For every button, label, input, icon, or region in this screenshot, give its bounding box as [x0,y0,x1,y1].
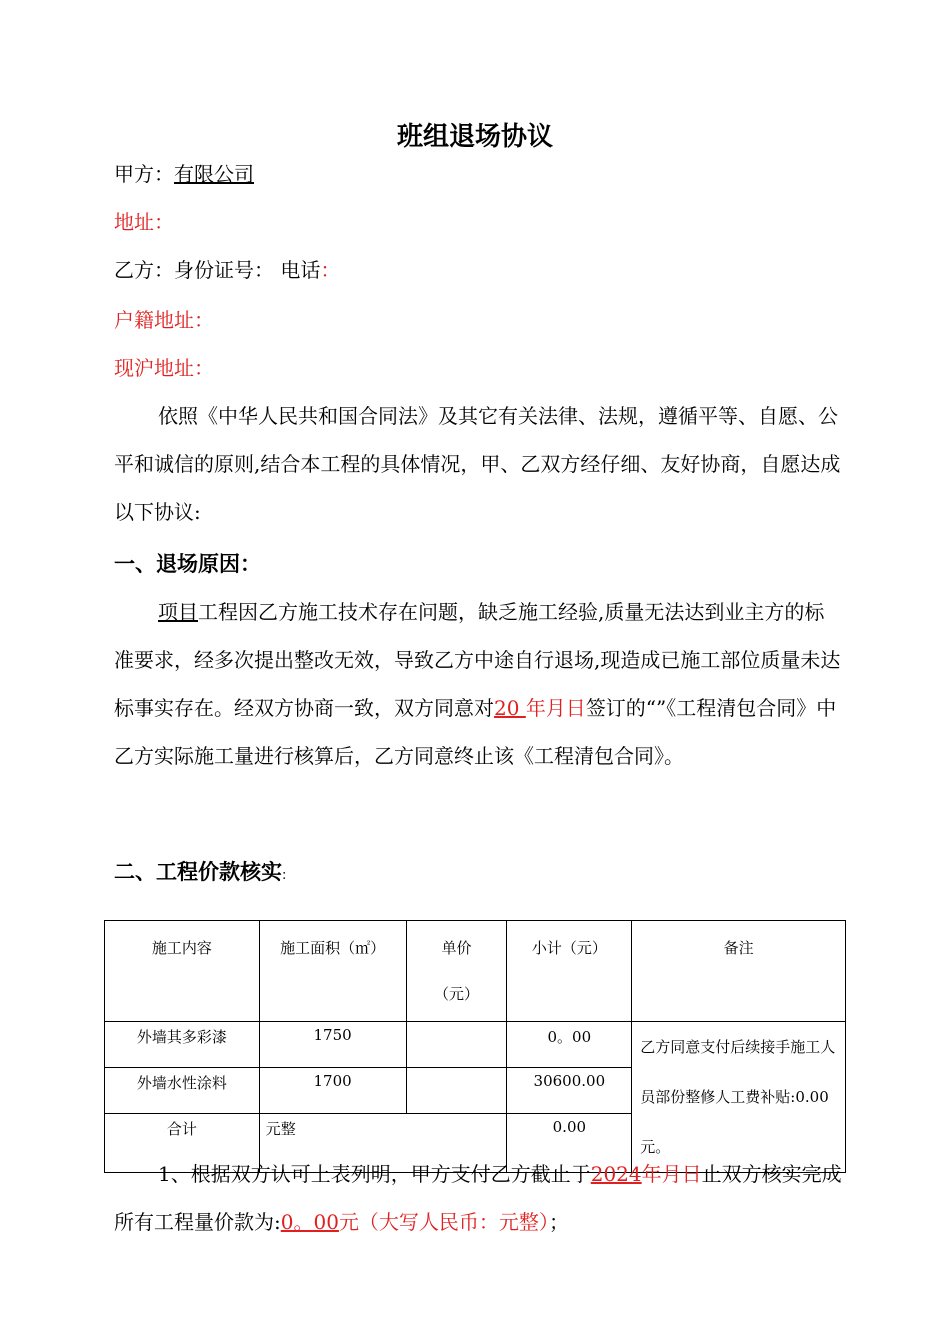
section2-heading-colon: : [282,868,287,883]
party-a-line [114,160,254,188]
address-line: 地址： [114,210,174,234]
header-unit-price: 单价 （元） [406,921,507,1022]
intro-paragraph [114,392,844,536]
table-row [105,1022,846,1068]
section1-heading: 一、退场原因： [114,552,261,576]
row1-subtotal: 0。00 [507,1022,632,1068]
price-table [104,920,846,1173]
header-subtotal: 小计（元） [507,921,632,1022]
section1-text-b: 签订的“”《工程清包合同》中乙方实际施工量进行核算后，乙方同意终止该《工程清包合同》。 [114,696,837,768]
clause1-text-a: 1、根据双方认可上表列明，甲方支付乙方截止于 [158,1162,591,1186]
total-subtotal: 0.00 [507,1114,632,1173]
section1-date-year: 20 [494,696,526,720]
remark-cell: 乙方同意支付后续接手施工人员部份整修人工费补贴:0.00元。 [632,1022,846,1173]
document-title: 班组退场协议 [396,122,553,152]
table-header-row [105,921,846,1022]
clause1-amount: 0。00 [280,1210,339,1234]
project-word: 项目 [158,600,198,624]
party-a-label: 甲方： [114,162,174,186]
row1-content: 外墙其多彩漆 [105,1022,260,1068]
party-b-colon: ： [320,258,341,282]
total-label: 合计 [105,1114,260,1173]
clause1-text-b: 止双方核实完成所有工程量价款为: [114,1162,842,1234]
row2-area: 1700 [259,1068,406,1114]
section2-heading-text: 二、工程价款核实 [114,860,282,884]
section1-text-a: 工程因乙方施工技术存在问题，缺乏施工经验,质量无法达到业主方的标准要求，经多次提出整改无效，导致乙方中途自行退场,现造成已施工部位质量未达标事实存在。经双方协商一致，双方同意对 [114,600,841,720]
intro-text: 依照《中华人民共和国合同法》及其它有关法律、法规，遵循平等、自愿、公平和诚信的原则,结合本工程的具体情况，甲、乙双方经仔细、友好协商，自愿达成以下协议: [114,404,841,524]
total-amount-words: 元整 [259,1114,507,1173]
header-content: 施工内容 [105,921,260,1022]
party-a-name: 有限公司 [174,162,254,186]
section1-date-rest: 年月日 [525,696,586,720]
party-b-line [114,256,340,284]
row1-area: 1750 [259,1022,406,1068]
party-b-text: 乙方：身份证号： 电话 [114,258,321,282]
hukou-address-line: 户籍地址： [114,308,214,332]
header-remark: 备注 [632,921,846,1022]
header-area: 施工面积（㎡） [259,921,406,1022]
clause1-amount-suffix: 元（大写人民币：元整） [338,1210,549,1234]
section1-text [114,588,844,780]
clause1-text [114,1150,844,1246]
row1-unit-price [406,1022,507,1068]
shanghai-address-line: 现沪地址： [114,356,214,380]
section2-heading [114,856,286,886]
row2-unit-price [406,1068,507,1114]
row2-subtotal: 30600.00 [507,1068,632,1114]
row2-content: 外墙水性涂料 [105,1068,260,1114]
clause1-year: 2024 [590,1162,642,1186]
clause1-end: ； [548,1210,569,1234]
section1-paragraph [114,588,844,780]
clause1-paragraph [114,1150,844,1246]
clause1-date-rest: 年月日 [641,1162,702,1186]
